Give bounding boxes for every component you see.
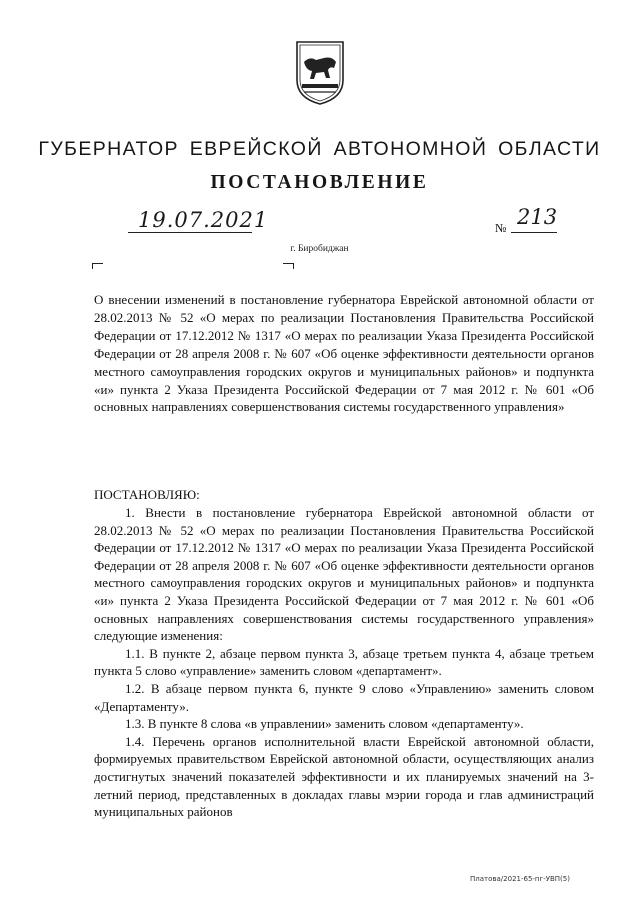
- date-underline: [128, 232, 252, 233]
- footer-reference: Платова/2021-65-пг-УВП(5): [470, 875, 570, 883]
- decree-body: [94, 504, 594, 821]
- decree-date: 19.07.2021: [138, 208, 269, 232]
- subject-corner-left: [92, 263, 103, 269]
- paragraph-1: 1. Внести в постановление губернатора Еврейской автономной области от 28.02.2013 № 52 «О мерах по реализации Постановления Правительства Российской Федерации от 17.12.2012 № 1317 «О мерах по реализации Указа Президента Российской Федерации от 28 апреля 2008 г. № 607 «Об оценке эффективности деятельности органов местного самоуправления городских округов и муниципальных районов» и подпункта «и» пункта 2 Указа Президента Российской Федерации от 7 мая 2012 г. № 601 «Об основных направлениях совершенствования системы государственного управления» следующие изменения:: [94, 505, 594, 644]
- number-sign: №: [495, 221, 507, 235]
- document-type-title: ПОСТАНОВЛЕНИЕ: [210, 172, 429, 193]
- resolve-heading: ПОСТАНОВЛЯЮ:: [94, 487, 200, 502]
- paragraph-1-4: 1.4. Перечень органов исполнительной власти Еврейской автономной области, формируемых правительством Еврейской автономной области, осуществляющих анализ достигнутых значений показателей эффективности и их планируемых значений на 3-летний период, представленных в докладах главы мэрии города и глав администраций муниципальных районов: [94, 733, 594, 820]
- paragraph-1-3: 1.3. В пункте 8 слова «в управлении» заменить словом «департаменту».: [125, 716, 524, 732]
- decree-subject: О внесении изменений в постановление губернатора Еврейской автономной области от 28.02.2013 № 52 «О мерах по реализации Постановления Правительства Российской Федерации от 17.12.2012 № 1317 «О мерах по реализации Указа Президента Российской Федерации от 28 апреля 2008 г. № 607 «Об оценке эффективности деятельности органов местного самоуправления городских округов и муниципальных районов» и подпункта «и» пункта 2 Указа Президента Российской Федерации от 7 мая 2012 г. № 601 «Об основных направлениях совершенствования системы государственного управления»: [94, 292, 594, 415]
- decree-number: 213: [517, 205, 558, 229]
- number-underline: [511, 232, 557, 233]
- coat-of-arms-icon: [294, 40, 346, 106]
- subject-corner-right: [283, 263, 294, 269]
- paragraph-1-1: 1.1. В пункте 2, абзаце первом пункта 3, абзаце третьем пункта 4, абзаце третьем пункта 5 слово «управление» заменить словом «департамент».: [94, 645, 594, 679]
- governor-title: ГУБЕРНАТОР ЕВРЕЙСКОЙ АВТОНОМНОЙ ОБЛАСТИ: [38, 138, 601, 160]
- paragraph-1-2: 1.2. В абзаце первом пункта 6, пункте 9 слово «Управлению» заменить словом «Департаменту».: [94, 680, 594, 714]
- city-label: г. Биробиджан: [290, 244, 349, 254]
